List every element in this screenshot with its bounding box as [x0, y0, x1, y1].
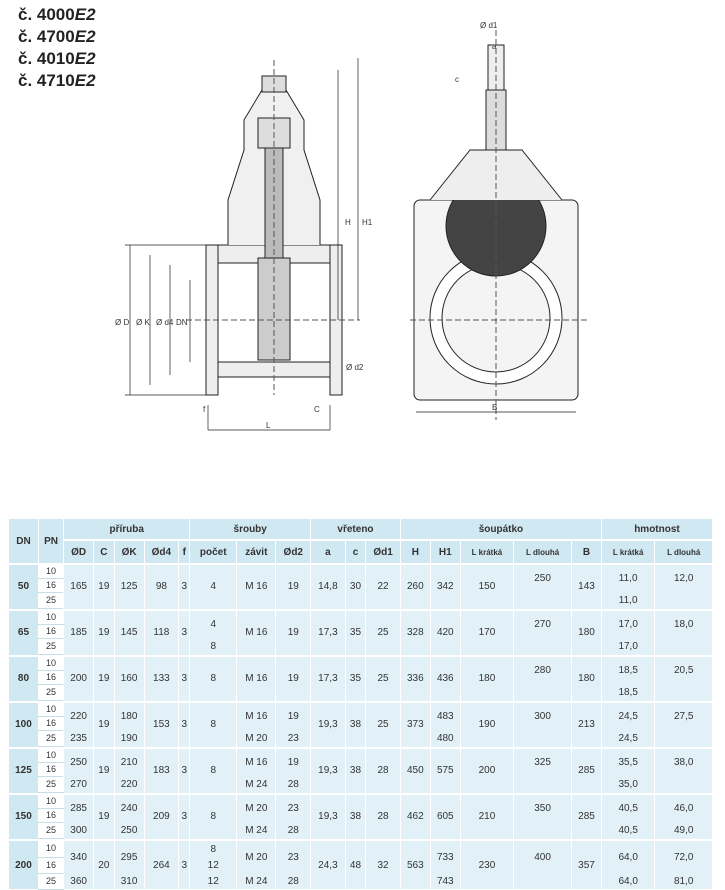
cell-L-dlouha	[514, 639, 572, 655]
cell-d4: 209	[144, 795, 179, 839]
cell-H1: 342	[430, 565, 460, 609]
cell-H: 450	[400, 749, 430, 793]
label-c: c	[455, 75, 459, 84]
cell-L-dlouha	[514, 685, 572, 701]
cell-dn: 100	[9, 703, 39, 747]
table-row	[9, 795, 713, 809]
cell-f: 3	[179, 795, 190, 839]
cell-pocet: 8	[190, 639, 237, 655]
label-L: L	[266, 421, 271, 430]
cell-c: 38	[345, 795, 366, 839]
cell-d2: 28	[276, 777, 311, 793]
cell-L-kratka: 210	[460, 795, 513, 839]
cell-H: 336	[400, 657, 430, 701]
cell-pocet: 8	[190, 841, 237, 857]
cell-H1: 420	[430, 611, 460, 655]
col-d2: Ød2	[276, 540, 311, 563]
table-row	[9, 749, 713, 763]
table-row	[9, 841, 713, 857]
table-row	[9, 657, 713, 671]
cell-m-kratka: 35,0	[601, 777, 654, 793]
cell-m-kratka: 18,5	[601, 685, 654, 701]
cell-m-kratka: 11,0	[601, 565, 654, 593]
col-pn: PN	[38, 518, 63, 563]
cell-d4: 153	[144, 703, 179, 747]
cell-d1: 25	[366, 657, 401, 701]
cell-a: 24,3	[311, 841, 346, 889]
cell-H1: 733	[430, 841, 460, 873]
cell-L-dlouha: 280	[514, 657, 572, 685]
cell-B: 143	[572, 565, 602, 609]
label-d1: Ø d1	[480, 21, 498, 30]
cell-pn: 25	[38, 593, 63, 609]
cell-c: 38	[345, 703, 366, 747]
cell-C: 19	[94, 657, 115, 701]
cell-C: 19	[94, 703, 115, 747]
cell-m-dlouha: 18,0	[655, 611, 712, 639]
cell-B: 285	[572, 795, 602, 839]
label-H1: H1	[362, 218, 373, 227]
cell-B: 357	[572, 841, 602, 889]
cell-d2: 19	[276, 611, 311, 655]
cell-pn: 10	[38, 749, 63, 763]
cell-L-dlouha: 270	[514, 611, 572, 639]
cell-pn: 16	[38, 809, 63, 823]
cell-m-kratka: 35,5	[601, 749, 654, 777]
cell-L-dlouha	[514, 873, 572, 889]
cell-zavit: M 24	[237, 777, 276, 793]
cell-m-dlouha: 12,0	[655, 565, 712, 593]
cell-c: 35	[345, 611, 366, 655]
col-f: f	[179, 540, 190, 563]
label-f: f	[203, 405, 206, 414]
cell-pn: 16	[38, 579, 63, 593]
col-pocet: počet	[190, 540, 237, 563]
table-row	[9, 703, 713, 717]
cell-pocet: 8	[190, 795, 237, 839]
cell-d2: 28	[276, 873, 311, 889]
cell-zavit: M 16	[237, 749, 276, 777]
cell-m-dlouha: 49,0	[655, 823, 712, 839]
cell-pocet: 8	[190, 657, 237, 701]
cell-L-kratka: 170	[460, 611, 513, 655]
cell-m-dlouha: 46,0	[655, 795, 712, 823]
cell-H: 260	[400, 565, 430, 609]
cell-H: 563	[400, 841, 430, 889]
cell-zavit: M 20	[237, 731, 276, 747]
table-row	[9, 565, 713, 579]
cell-D: 235	[64, 731, 94, 747]
cell-m-dlouha: 20,5	[655, 657, 712, 685]
group-hmotnost: hmotnost	[601, 518, 712, 540]
cell-d1: 22	[366, 565, 401, 609]
cell-c: 35	[345, 657, 366, 701]
label-D: Ø D	[115, 318, 130, 327]
cell-m-dlouha	[655, 685, 712, 701]
cell-m-kratka: 64,0	[601, 873, 654, 889]
group-srouby: šrouby	[190, 518, 311, 540]
cell-d1: 25	[366, 703, 401, 747]
cell-pn: 16	[38, 763, 63, 777]
cell-m-dlouha: 27,5	[655, 703, 712, 731]
cell-c: 48	[345, 841, 366, 889]
cell-D: 250	[64, 749, 94, 777]
cell-D: 270	[64, 777, 94, 793]
label-DN: DN	[176, 318, 188, 327]
cell-pn: 25	[38, 685, 63, 701]
cell-d2: 19	[276, 565, 311, 609]
cell-B: 180	[572, 657, 602, 701]
cell-pocet: 8	[190, 703, 237, 747]
cell-D: 220	[64, 703, 94, 731]
cell-d1: 25	[366, 611, 401, 655]
cell-H1: 575	[430, 749, 460, 793]
cell-C: 19	[94, 565, 115, 609]
cell-H: 462	[400, 795, 430, 839]
cell-pn: 16	[38, 625, 63, 639]
cell-pn: 10	[38, 657, 63, 671]
cell-d1: 28	[366, 749, 401, 793]
cell-m-dlouha: 72,0	[655, 841, 712, 873]
cell-dn: 80	[9, 657, 39, 701]
cell-pocet: 8	[190, 749, 237, 793]
cell-L-dlouha: 350	[514, 795, 572, 823]
label-a: a	[492, 42, 497, 51]
product-code: č. 4010E2	[18, 49, 96, 68]
cell-d4: 133	[144, 657, 179, 701]
cell-dn: 150	[9, 795, 39, 839]
cell-f: 3	[179, 565, 190, 609]
col-B: B	[572, 540, 602, 563]
cell-L-dlouha	[514, 777, 572, 793]
cell-d2: 19	[276, 657, 311, 701]
cell-pn: 10	[38, 841, 63, 857]
cell-C: 20	[94, 841, 115, 889]
cell-m-kratka: 24,5	[601, 731, 654, 747]
cell-d2: 19	[276, 749, 311, 777]
cell-D: 340	[64, 841, 94, 873]
cell-a: 19,3	[311, 749, 346, 793]
cell-pn: 25	[38, 873, 63, 889]
cell-a: 17,3	[311, 611, 346, 655]
cell-m-dlouha	[655, 777, 712, 793]
cell-H: 373	[400, 703, 430, 747]
product-code: č. 4710E2	[18, 71, 96, 90]
cell-m-kratka: 17,0	[601, 611, 654, 639]
cell-D: 200	[64, 657, 94, 701]
cell-m-kratka: 24,5	[601, 703, 654, 731]
cell-m-dlouha	[655, 593, 712, 609]
cell-pn: 10	[38, 703, 63, 717]
cell-zavit: M 16	[237, 703, 276, 731]
cell-pn: 25	[38, 777, 63, 793]
cell-d1: 32	[366, 841, 401, 889]
cell-K: 125	[114, 565, 144, 609]
label-C: C	[314, 405, 320, 414]
cell-L-dlouha: 325	[514, 749, 572, 777]
cell-m-kratka: 18,5	[601, 657, 654, 685]
cell-pn: 25	[38, 823, 63, 839]
cell-pocet: 12	[190, 873, 237, 889]
cell-zavit: M 16	[237, 565, 276, 609]
cell-D: 285	[64, 795, 94, 823]
cell-K: 210	[114, 749, 144, 777]
cell-c: 38	[345, 749, 366, 793]
cell-C: 19	[94, 749, 115, 793]
cell-K: 295	[114, 841, 144, 873]
cell-pocet: 4	[190, 565, 237, 609]
cell-dn: 125	[9, 749, 39, 793]
cell-L-dlouha: 250	[514, 565, 572, 593]
cell-zavit: M 24	[237, 823, 276, 839]
cell-L-kratka: 200	[460, 749, 513, 793]
col-zavit: závit	[237, 540, 276, 563]
product-code: č. 4000E2	[18, 5, 96, 24]
cell-C: 19	[94, 611, 115, 655]
label-d2: Ø d2	[346, 363, 364, 372]
cell-f: 3	[179, 703, 190, 747]
specification-table	[8, 517, 712, 890]
cell-L-dlouha	[514, 823, 572, 839]
cell-D: 165	[64, 565, 94, 609]
group-soupatko: šoupátko	[400, 518, 601, 540]
cell-K: 240	[114, 795, 144, 823]
cell-pn: 16	[38, 671, 63, 685]
cell-dn: 200	[9, 841, 39, 889]
cell-K: 250	[114, 823, 144, 839]
cell-m-kratka: 17,0	[601, 639, 654, 655]
col-H1: H1	[430, 540, 460, 563]
col-L-dlouha: L dlouhá	[514, 540, 572, 563]
cell-pn: 10	[38, 565, 63, 579]
front-view	[410, 30, 590, 420]
cell-m-dlouha: 38,0	[655, 749, 712, 777]
cell-d4: 98	[144, 565, 179, 609]
cell-pn: 10	[38, 795, 63, 809]
cell-d2: 23	[276, 841, 311, 873]
cell-K: 180	[114, 703, 144, 731]
cell-m-dlouha	[655, 639, 712, 655]
cell-f: 3	[179, 657, 190, 701]
cell-L-dlouha: 300	[514, 703, 572, 731]
cell-pn: 25	[38, 639, 63, 655]
cell-d1: 28	[366, 795, 401, 839]
cell-zavit: M 24	[237, 873, 276, 889]
cell-d2: 23	[276, 731, 311, 747]
product-code: č. 4700E2	[18, 27, 96, 46]
cell-B: 213	[572, 703, 602, 747]
col-K: ØK	[114, 540, 144, 563]
cell-K: 190	[114, 731, 144, 747]
cell-B: 180	[572, 611, 602, 655]
cell-L-kratka: 180	[460, 657, 513, 701]
cell-m-dlouha	[655, 731, 712, 747]
col-D: ØD	[64, 540, 94, 563]
cell-K: 145	[114, 611, 144, 655]
cell-m-kratka: 40,5	[601, 823, 654, 839]
cell-m-dlouha: 81,0	[655, 873, 712, 889]
cell-f: 3	[179, 841, 190, 889]
cell-zavit: M 16	[237, 657, 276, 701]
cell-H1: 483	[430, 703, 460, 731]
cell-d2: 19	[276, 703, 311, 731]
cell-dn: 50	[9, 565, 39, 609]
cell-d4: 264	[144, 841, 179, 889]
cell-d2: 28	[276, 823, 311, 839]
col-dn: DN	[9, 518, 39, 563]
cell-K: 160	[114, 657, 144, 701]
cell-pocet: 12	[190, 857, 237, 873]
cell-pn: 25	[38, 731, 63, 747]
label-H: H	[345, 218, 351, 227]
cell-H1: 743	[430, 873, 460, 889]
cell-dn: 65	[9, 611, 39, 655]
cell-a: 17,3	[311, 657, 346, 701]
cell-a: 14,8	[311, 565, 346, 609]
cell-zavit: M 16	[237, 611, 276, 655]
cell-H1: 436	[430, 657, 460, 701]
cell-d2: 23	[276, 795, 311, 823]
cell-zavit: M 20	[237, 795, 276, 823]
cell-pn: 10	[38, 611, 63, 625]
cell-d4: 183	[144, 749, 179, 793]
cell-H: 328	[400, 611, 430, 655]
cell-B: 285	[572, 749, 602, 793]
cell-K: 220	[114, 777, 144, 793]
cell-d4: 118	[144, 611, 179, 655]
cell-zavit: M 20	[237, 841, 276, 873]
cell-L-kratka: 190	[460, 703, 513, 747]
cell-pn: 16	[38, 717, 63, 731]
side-view	[125, 58, 360, 430]
cell-m-kratka: 11,0	[601, 593, 654, 609]
cell-H1: 480	[430, 731, 460, 747]
cell-L-kratka: 150	[460, 565, 513, 609]
cell-L-kratka: 230	[460, 841, 513, 889]
col-L-kratka: L krátká	[460, 540, 513, 563]
table-row	[9, 611, 713, 625]
cell-L-dlouha	[514, 731, 572, 747]
cell-L-dlouha	[514, 593, 572, 609]
cell-D: 185	[64, 611, 94, 655]
cell-K: 310	[114, 873, 144, 889]
cell-D: 300	[64, 823, 94, 839]
col-H: H	[400, 540, 430, 563]
col-m-dlouha: L dlouhá	[655, 540, 712, 563]
group-priruba: příruba	[64, 518, 190, 540]
cell-L-dlouha: 400	[514, 841, 572, 873]
cell-D: 360	[64, 873, 94, 889]
cell-H1: 605	[430, 795, 460, 839]
label-d4: Ø d4	[156, 318, 174, 327]
cell-pocet: 4	[190, 611, 237, 639]
cell-m-kratka: 64,0	[601, 841, 654, 873]
cell-f: 3	[179, 611, 190, 655]
table-body	[9, 563, 713, 889]
cell-f: 3	[179, 749, 190, 793]
label-B: B	[492, 403, 498, 412]
col-c: c	[345, 540, 366, 563]
cell-a: 19,3	[311, 795, 346, 839]
label-K: Ø K	[136, 318, 150, 327]
col-d1: Ød1	[366, 540, 401, 563]
group-vreteno: vřeteno	[311, 518, 401, 540]
col-a: a	[311, 540, 346, 563]
cell-C: 19	[94, 795, 115, 839]
col-d4: Ød4	[144, 540, 179, 563]
col-m-kratka: L krátká	[601, 540, 654, 563]
cell-m-kratka: 40,5	[601, 795, 654, 823]
cell-c: 30	[345, 565, 366, 609]
cell-pn: 16	[38, 857, 63, 873]
cell-a: 19,3	[311, 703, 346, 747]
col-C: C	[94, 540, 115, 563]
